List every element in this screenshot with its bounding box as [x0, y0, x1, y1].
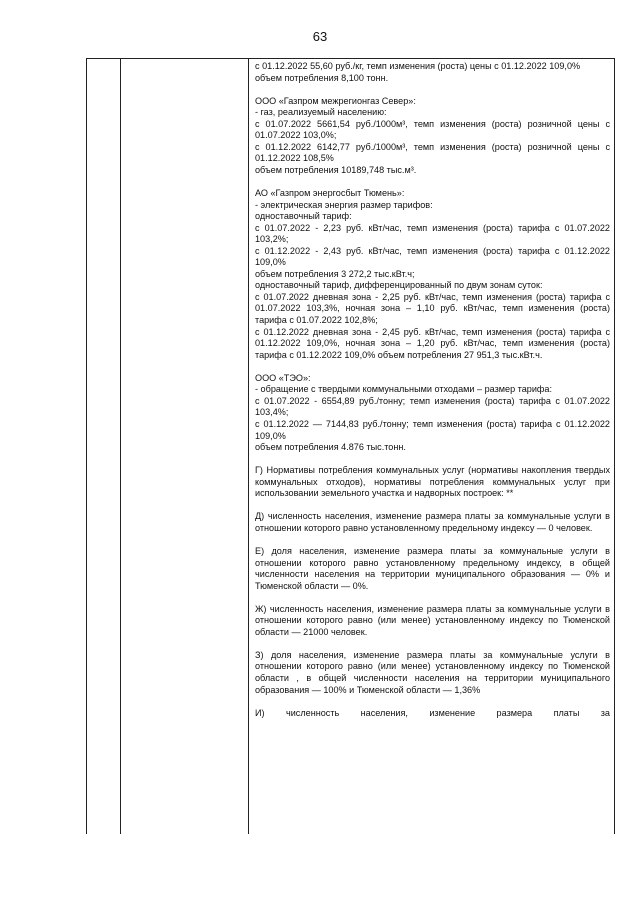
paragraph: З) доля населения, изменение размера платы за коммунальные услуги в отношении которого равно (или менее) установленному индексу по Тюменской области , в общей численности населения на территории муниципального образования — 100% и Тюменской области — 1,36% — [255, 649, 610, 695]
paragraph: объем потребления 4.876 тыс.тонн. — [255, 442, 406, 453]
paragraph: Д) численность населения, изменение размера платы за коммунальные услуги в отношении которого равно установленному предельному индексу — 0 человек. — [255, 511, 610, 533]
paragraph: - электрическая энергия размер тарифов: — [255, 199, 433, 210]
paragraph: объем потребления 3 272,2 тыс.кВт.ч; — [255, 268, 415, 279]
paragraph: с 01.07.2022 - 6554,89 руб./тонну; темп изменения (роста) тарифа с 01.07.2022 103,4%; — [255, 395, 610, 418]
paragraph: объем потребления 10189,748 тыс.м³. — [255, 164, 417, 175]
paragraph-gap — [255, 454, 610, 466]
paragraph-gap — [255, 592, 610, 604]
paragraph-gap — [255, 534, 610, 546]
paragraph-gap — [255, 84, 610, 96]
paragraph: И) численность населения, изменение размера платы за — [255, 707, 610, 718]
paragraph: с 01.12.2022 дневная зона - 2,45 руб. кВт/час, темп изменения (роста) тарифа с 01.12.2022 109,0%, ночная зона – 1,20 руб. кВт/час, темп изменения (роста) тарифа с 01.12.2022 109,0% объем потребления 27 951,3 тыс.кВт.ч. — [255, 326, 610, 360]
paragraph: объем потребления 8,100 тонн. — [255, 72, 389, 83]
paragraph: с 01.12.2022 6142,77 руб./1000м³, темп изменения (роста) розничной цены с 01.12.2022 108,5% — [255, 141, 610, 164]
column-divider — [120, 59, 121, 834]
paragraph-gap — [255, 638, 610, 650]
table-text-cell — [255, 61, 610, 719]
paragraph: - газ, реализуемый населению: — [255, 107, 387, 118]
paragraph: ООО «ТЭО»: — [255, 372, 311, 383]
paragraph: одноставочный тариф, дифференцированный по двум зонам суток: — [255, 280, 543, 291]
paragraph: с 01.12.2022 - 2,43 руб. кВт/час, темп изменения (роста) тарифа с 01.12.2022 109,0% — [255, 245, 610, 268]
paragraph-gap — [255, 361, 610, 373]
column-divider — [248, 59, 249, 834]
paragraph: с 01.12.2022 55,60 руб./кг, темп изменения (роста) цены с 01.12.2022 109,0% — [255, 61, 581, 71]
paragraph: Е) доля населения, изменение размера платы за коммунальные услуги в отношении которого равно установленному предельному индексу, в общей численности населения на территории муниципального образования — 0% и Тюменской области — 0%. — [255, 545, 610, 591]
page-number: 63 — [312, 29, 328, 44]
paragraph: АО «Газпром энергосбыт Тюмень»: — [255, 188, 405, 199]
paragraph: с 01.07.2022 - 2,23 руб. кВт/час, темп изменения (роста) тарифа с 01.07.2022 103,2%; — [255, 222, 610, 245]
paragraph: одноставочный тариф: — [255, 211, 352, 222]
paragraph: с 01.07.2022 дневная зона - 2,25 руб. кВт/час, темп изменения (роста) тарифа с 01.07.2022 103,3%, ночная зона – 1,10 руб. кВт/час, темп изменения (роста) тарифа с 01.07.2022 102,8%; — [255, 291, 610, 326]
paragraph-gap — [255, 176, 610, 188]
paragraph: с 01.07.2022 5661,54 руб./1000м³, темп изменения (роста) розничной цены с 01.07.2022 103,0%; — [255, 118, 610, 141]
paragraph: Ж) численность населения, изменение размера платы за коммунальные услуги в отношении которого равно (или менее) установленному индексу по Тюменской области — 21000 человек. — [255, 603, 610, 637]
paragraph: ООО «Газпром межрегионгаз Север»: — [255, 95, 416, 106]
document-table — [86, 58, 615, 834]
paragraph-gap — [255, 696, 610, 708]
paragraph-gap — [255, 500, 610, 512]
paragraph: с 01.12.2022 — 7144,83 руб./тонну; темп изменения (роста) тарифа с 01.12.2022 109,0% — [255, 418, 610, 441]
paragraph: - обращение с твердыми коммунальными отходами – размер тарифа: — [255, 384, 552, 395]
paragraph: Г) Нормативы потребления коммунальных услуг (нормативы накопления твердых коммунальных отходов), нормативы потребления коммунальных услуг при использовании земельного участка и надворных построек: ** — [255, 465, 610, 499]
